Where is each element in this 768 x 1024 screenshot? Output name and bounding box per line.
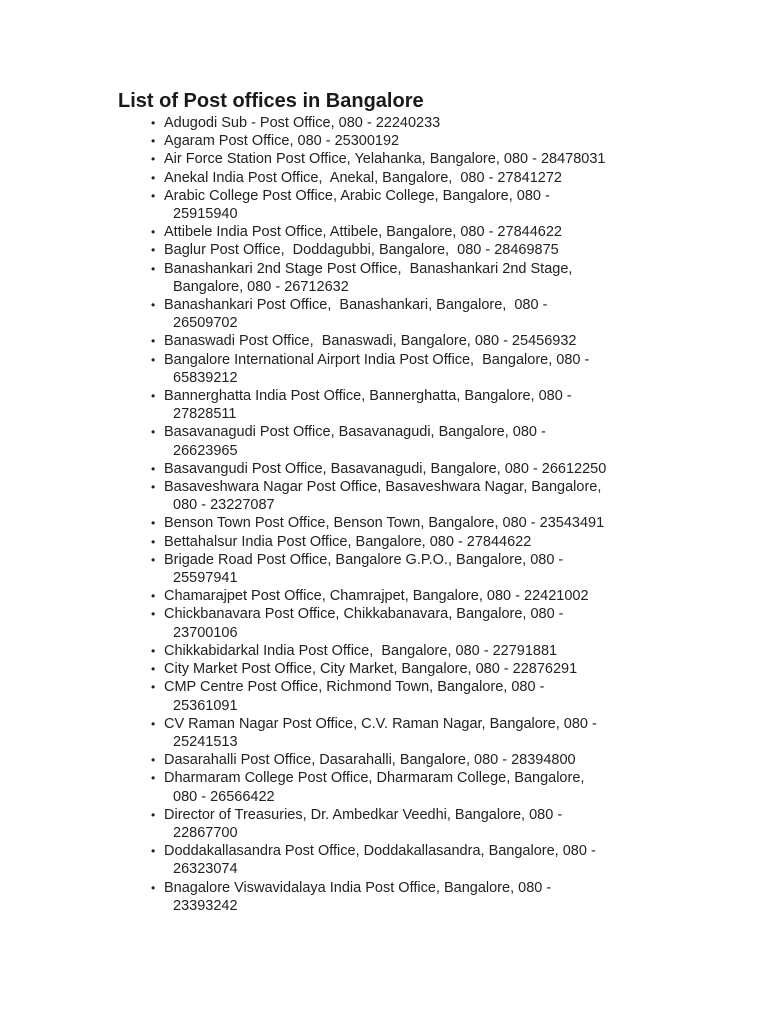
list-item [118, 478, 638, 514]
list-item-text: Bnagalore Viswavidalaya India Post Office, Bangalore, 080 - [164, 879, 552, 896]
bullet-icon: • [151, 480, 156, 495]
list-item [118, 806, 638, 842]
list-item-continuation: 25597941 [173, 570, 238, 587]
list-item [118, 423, 638, 459]
list-item-text: Director of Treasuries, Dr. Ambedkar Veedhi, Bangalore, 080 - [164, 806, 563, 823]
list-item [118, 332, 638, 350]
list-item-text: Air Force Station Post Office, Yelahanka, Bangalore, 080 - 28478031 [164, 151, 606, 168]
bullet-icon: • [151, 753, 156, 768]
list-item-text: Chamarajpet Post Office, Chamrajpet, Bangalore, 080 - 22421002 [164, 588, 589, 605]
bullet-icon: • [151, 134, 156, 149]
list-item-continuation: 080 - 23227087 [173, 497, 275, 514]
list-item [118, 551, 638, 587]
list-item-continuation: 23700106 [173, 624, 238, 641]
list-item-continuation: 26323074 [173, 861, 238, 878]
list-item [118, 751, 638, 769]
bullet-icon: • [151, 680, 156, 695]
list-item-text: Banaswadi Post Office, Banaswadi, Bangalore, 080 - 25456932 [164, 333, 577, 350]
list-item-continuation: 22867700 [173, 824, 238, 841]
bullet-icon: • [151, 425, 156, 440]
list-item-text: Anekal India Post Office, Anekal, Bangalore, 080 - 27841272 [164, 169, 562, 186]
list-item-text: Banashankari 2nd Stage Post Office, Banashankari 2nd Stage, [164, 260, 573, 277]
list-item [118, 769, 638, 805]
bullet-icon: • [151, 152, 156, 167]
bullet-icon: • [151, 607, 156, 622]
list-item-continuation: 26509702 [173, 315, 238, 332]
list-item-text: Chickbanavara Post Office, Chikkabanavara, Bangalore, 080 - [164, 606, 564, 623]
list-item [118, 296, 638, 332]
bullet-icon: • [151, 516, 156, 531]
list-item [118, 842, 638, 878]
bullet-icon: • [151, 461, 156, 476]
list-item-text: Basavangudi Post Office, Basavanagudi, Bangalore, 080 - 26612250 [164, 460, 607, 477]
bullet-icon: • [151, 662, 156, 677]
bullet-icon: • [151, 352, 156, 367]
list-item-text: Bettahalsur India Post Office, Bangalore, 080 - 27844622 [164, 533, 532, 550]
bullet-icon: • [151, 771, 156, 786]
bullet-icon: • [151, 807, 156, 822]
bullet-icon: • [151, 298, 156, 313]
bullet-icon: • [151, 880, 156, 895]
list-item-text: CV Raman Nagar Post Office, C.V. Raman Nagar, Bangalore, 080 - [164, 715, 597, 732]
bullet-icon: • [151, 534, 156, 549]
list-item [118, 533, 638, 551]
post-office-list [118, 114, 638, 915]
list-item-text: Baglur Post Office, Doddagubbi, Bangalore, 080 - 28469875 [164, 242, 559, 259]
list-item-text: Bannerghatta India Post Office, Bannerghatta, Bangalore, 080 - [164, 388, 572, 405]
list-item-text: City Market Post Office, City Market, Bangalore, 080 - 22876291 [164, 661, 578, 678]
list-item-text: Agaram Post Office, 080 - 25300192 [164, 133, 400, 150]
bullet-icon: • [151, 589, 156, 604]
list-item [118, 223, 638, 241]
bullet-icon: • [151, 243, 156, 258]
bullet-icon: • [151, 225, 156, 240]
list-item-text: Arabic College Post Office, Arabic College, Bangalore, 080 - [164, 187, 550, 204]
list-item-continuation: 25361091 [173, 697, 238, 714]
list-item [118, 879, 638, 915]
list-item [118, 169, 638, 187]
list-item [118, 587, 638, 605]
bullet-icon: • [151, 716, 156, 731]
bullet-icon: • [151, 261, 156, 276]
list-item-text: Adugodi Sub - Post Office, 080 - 22240233 [164, 115, 441, 131]
list-item [118, 351, 638, 387]
list-item [118, 715, 638, 751]
bullet-icon: • [151, 170, 156, 185]
list-item [118, 132, 638, 150]
list-item [118, 460, 638, 478]
list-item [118, 642, 638, 660]
list-item-text: Benson Town Post Office, Benson Town, Bangalore, 080 - 23543491 [164, 515, 605, 532]
list-item-continuation: 26623965 [173, 442, 238, 459]
page-title: List of Post offices in Bangalore [118, 90, 424, 112]
list-item-text: CMP Centre Post Office, Richmond Town, Bangalore, 080 - [164, 679, 545, 696]
list-item [118, 678, 638, 714]
bullet-icon: • [151, 643, 156, 658]
document-body [118, 88, 638, 915]
bullet-icon: • [151, 116, 156, 130]
list-item-text: Dharmaram College Post Office, Dharmaram College, Bangalore, [164, 770, 585, 787]
list-item [118, 187, 638, 223]
list-item [118, 387, 638, 423]
bullet-icon: • [151, 844, 156, 859]
list-item [118, 660, 638, 678]
list-item-text: Chikkabidarkal India Post Office, Bangalore, 080 - 22791881 [164, 642, 558, 659]
bullet-icon: • [151, 552, 156, 567]
list-item [118, 114, 638, 132]
bullet-icon: • [151, 389, 156, 404]
list-item [118, 260, 638, 296]
list-item-continuation: 27828511 [173, 406, 237, 423]
list-item-continuation: 25915940 [173, 206, 238, 223]
list-item [118, 150, 638, 168]
list-item-continuation: 25241513 [173, 733, 238, 750]
list-item-text: Bangalore International Airport India Post Office, Bangalore, 080 - [164, 351, 590, 368]
list-item-text: Doddakallasandra Post Office, Doddakallasandra, Bangalore, 080 - [164, 843, 596, 860]
list-item-continuation: 080 - 26566422 [173, 788, 275, 805]
list-item-text: Basavanagudi Post Office, Basavanagudi, Bangalore, 080 - [164, 424, 546, 441]
bullet-icon: • [151, 188, 156, 203]
list-item-continuation: Bangalore, 080 - 26712632 [173, 278, 349, 295]
list-item-text: Banashankari Post Office, Banashankari, Bangalore, 080 - [164, 297, 548, 314]
list-item-continuation: 65839212 [173, 369, 238, 386]
list-item [118, 241, 638, 259]
list-item [118, 514, 638, 532]
list-item-continuation: 23393242 [173, 897, 238, 914]
list-item-text: Attibele India Post Office, Attibele, Bangalore, 080 - 27844622 [164, 224, 562, 241]
list-item [118, 605, 638, 641]
list-item-text: Dasarahalli Post Office, Dasarahalli, Bangalore, 080 - 28394800 [164, 752, 576, 769]
bullet-icon: • [151, 334, 156, 349]
list-item-text: Basaveshwara Nagar Post Office, Basaveshwara Nagar, Bangalore, [164, 479, 602, 496]
list-item-text: Brigade Road Post Office, Bangalore G.P.O., Bangalore, 080 - [164, 551, 564, 568]
